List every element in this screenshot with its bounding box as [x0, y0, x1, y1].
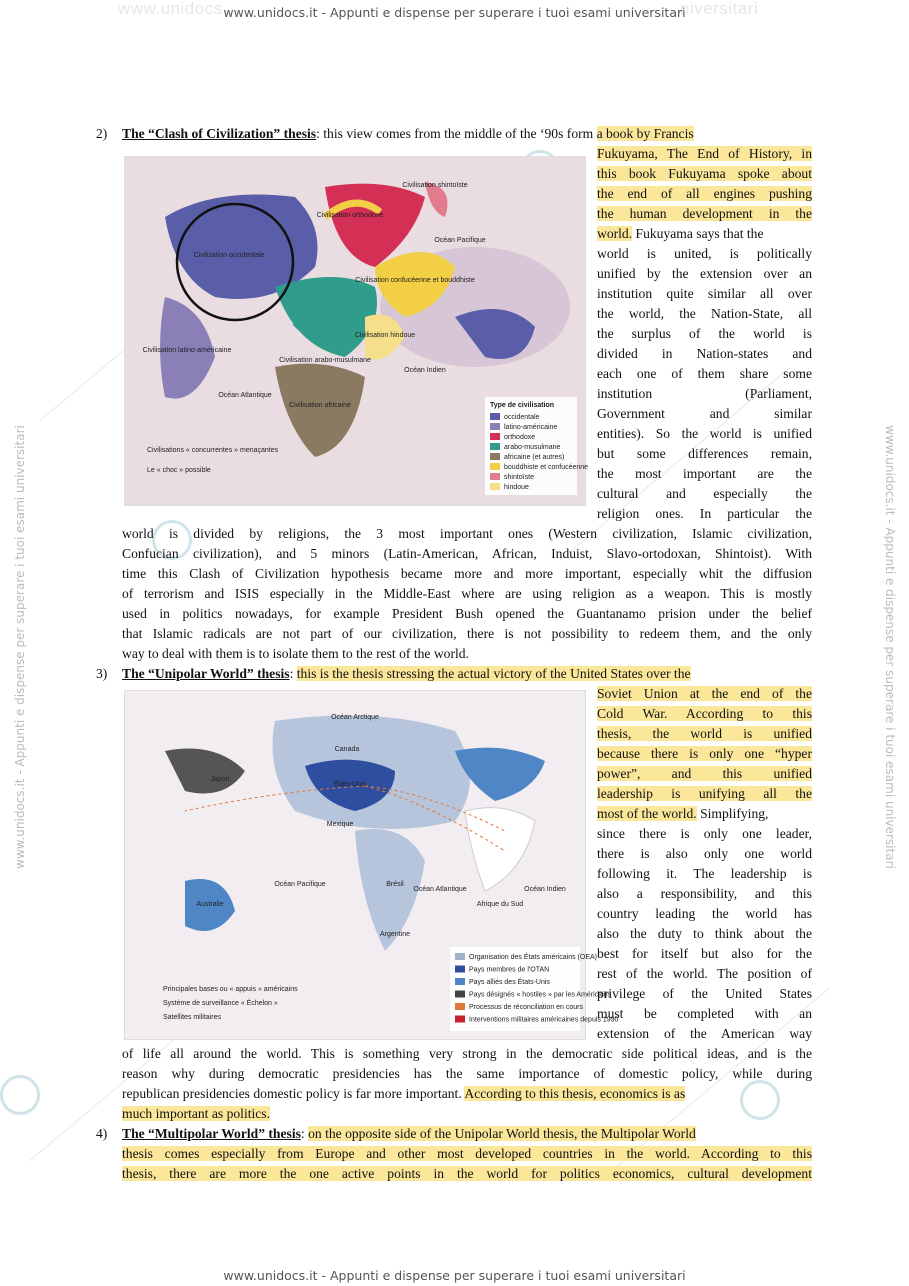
europe-region [455, 748, 545, 801]
map1-label: Civilisation arabo-musulmane [279, 357, 371, 364]
map2-label: Océan Indien [524, 886, 566, 893]
map2-label: Afrique du Sud [476, 901, 524, 908]
left-side-watermark: www.unidocs.it - Appunti e dispense per superare i tuoi esami universitari [13, 425, 27, 869]
map1-label: Civilisation hindoue [354, 332, 416, 339]
header-ghost-watermark-right: niversitari [680, 0, 759, 18]
map2-label: Océan Arctique [331, 714, 379, 721]
legend-label: latino-américaine [504, 424, 558, 431]
map1-label: Civilisation shintoïste [402, 182, 468, 189]
legend-swatch [490, 473, 500, 480]
legend-label: Processus de réconciliation en cours [469, 1004, 584, 1011]
legend-label: africaine (et autres) [504, 454, 565, 461]
legend-swatch [455, 1016, 465, 1023]
map1-arrow-legend: Le « choc » possible [147, 467, 211, 474]
section-number: 4) [96, 1126, 108, 1141]
map1-label: Civilisation latino-américaine [142, 347, 232, 354]
map2-label: États-Unis [333, 781, 367, 788]
legend-label: bouddhiste et confucéenne [504, 464, 589, 471]
map2-label: Japon [210, 776, 230, 783]
legend-label: orthodoxe [504, 434, 536, 441]
legend-swatch [490, 453, 500, 460]
legend-swatch [490, 483, 500, 490]
map1-label: Océan Indien [404, 367, 446, 374]
map2-label: Argentine [380, 931, 410, 938]
section2-first-line: The “Clash of Civilization” thesis: this view comes from the middle of the ‘90s form a book by Francis [122, 126, 694, 141]
unipolar-world-map [124, 690, 619, 1040]
clash-of-civilizations-map [124, 156, 589, 506]
section-number: 2) [96, 126, 108, 141]
map1-label: Océan Atlantique [218, 392, 272, 399]
section3-first-line: The “Unipolar World” thesis: this is the thesis stressing the actual victory of the United States over the [122, 666, 691, 681]
africa-region [465, 808, 535, 891]
map1-label: Civilisation confucéenne et bouddhiste [355, 277, 475, 284]
footer-banner: www.unidocs.it - Appunti e dispense per superare i tuoi esami universitari [223, 1268, 686, 1283]
map1-label: Civilisation orthodoxe [316, 212, 384, 219]
islamic-region [275, 277, 377, 357]
civilizations-map-figure [125, 157, 589, 505]
section-title: The “Multipolar World” thesis [122, 1126, 301, 1141]
legend-swatch [455, 953, 465, 960]
map1-legend-title: Type de civilisation [490, 402, 555, 409]
map2-label: Canada [334, 746, 360, 753]
map2-left-legend: Principales bases ou « appuis » américains [163, 986, 298, 993]
section-number: 3) [96, 666, 108, 681]
legend-swatch [490, 443, 500, 450]
legend-label: Organisation des États américains (OEA) [469, 954, 597, 961]
section4-first-line: The “Multipolar World” thesis: on the opposite side of the Unipolar World thesis, the Multipolar World [122, 1126, 696, 1141]
document-body: 2) The “Clash of Civilization” thesis: this view comes from the middle of the ‘90s form a book by Francis Fukuyama, The End of History, in this book Fukuyama spoke about the end of all engines pushing the human development in the world. Fukuyama says that the world is united, is politically unified by the extension over an institution quite similar all over the world, the Nation-State, all the surplus of the world is divided in Nation-states and each one of them share some institution (Parliament, Government and similar entities). So the world is unified but some differences remain, the most important are the cultural and especially the religion ones. In particular the world is divided by religions, the 3 most important ones (Western civilization, Islamic civilization, Confucian civilization), and 5 minors (Latin-American, African, Induist, Slavo-ortodoxan, Shintoist). With time this Clash of Civilization hypothesis became more and more important, especially whit the diffusion of terrorism and ISIS especially in the Middle-East where are using religion as a weapon. This is mostly used in politics nowadays, for example President Bush opened the Guantanamo prision under the belief that Islamic radicals are not part of our civilization, there is not possibility to redeem them, and the only way to deal with them is to isolate them to the rest of the world. 3) The “Unipolar World” thesis: this is the thesis stressing the actual victory of the United States over the Soviet Union at the end of the Cold War. According to this thesis, the world is unified because there is only one “hyper power”, and this unified leadership is unifying all the most of the world. Simplifying, since there is only one leader, there is also only one world following it. The leadership is also a responsibility, and this country leading the world has also the duty to think about the best for itself but also for the rest of the world. The position of privilege of the United States must be completed with an extension of the American way of life all around the world. This is something very strong in the democratic side political ideas, and is the reason why during democratic presidencies has the same importance of domestic policy, while during republican presidencies domestic policy is far more important. According to this thesis, economics is as much important as politics. 4) The “Multipolar World” thesis: on the opposite side of the Unipolar World thesis, the Multipolar World thesis comes especially from Europe and other most developed countries in the world. According to this thesis, there are more the one active points in the world for politics economics, cultural development [96, 126, 812, 1181]
map2-left-legend: Système de surveillance « Échelon » [163, 1000, 278, 1007]
map1-arrow-legend: Civilisations « concurrentes » menaçantes [147, 447, 279, 454]
legend-swatch [490, 423, 500, 430]
map2-label: Mexique [326, 821, 354, 828]
map2-label: Australie [196, 901, 224, 908]
legend-swatch [455, 978, 465, 985]
section-title: The “Clash of Civilization” thesis [122, 126, 317, 141]
map2-label: Brésil [386, 881, 404, 888]
legend-swatch [455, 991, 465, 998]
legend-swatch [490, 413, 500, 420]
legend-swatch [490, 433, 500, 440]
map2-left-legend: Satellites militaires [163, 1014, 221, 1021]
legend-label: Interventions militaires américaines depuis 1990 [469, 1016, 619, 1024]
legend-label: Pays désignés « hostiles » par les Américains [469, 991, 612, 999]
map2-label: Océan Atlantique [413, 886, 467, 893]
map1-label: Civilisation africaine [289, 402, 351, 409]
legend-swatch [455, 1003, 465, 1010]
map1-label: Océan Pacifique [434, 237, 486, 244]
header-ghost-watermark-left: www.unidocs [118, 0, 223, 18]
legend-label: Pays membres de l'OTAN [469, 966, 550, 974]
legend-label: shintoïste [504, 474, 534, 481]
unipolar-map-figure [125, 691, 619, 1039]
legend-swatch [490, 463, 500, 470]
african-region [275, 364, 365, 457]
legend-label: hindoue [504, 484, 529, 491]
header-banner: www.unidocs.it - Appunti e dispense per superare i tuoi esami universitari [223, 5, 686, 20]
legend-swatch [455, 966, 465, 973]
hostile-region [165, 749, 245, 794]
map2-label: Océan Pacifique [274, 881, 326, 888]
right-side-watermark: www.unidocs.it - Appunti e dispense per superare i tuoi esami universitari [883, 425, 897, 869]
legend-label: Pays alliés des États-Unis [469, 979, 550, 986]
legend-label: arabo-musulmane [504, 444, 561, 451]
legend-label: occidentale [504, 414, 540, 421]
section-title: The “Unipolar World” thesis [122, 666, 290, 681]
map1-label: Civilisation occidentale [193, 252, 265, 259]
